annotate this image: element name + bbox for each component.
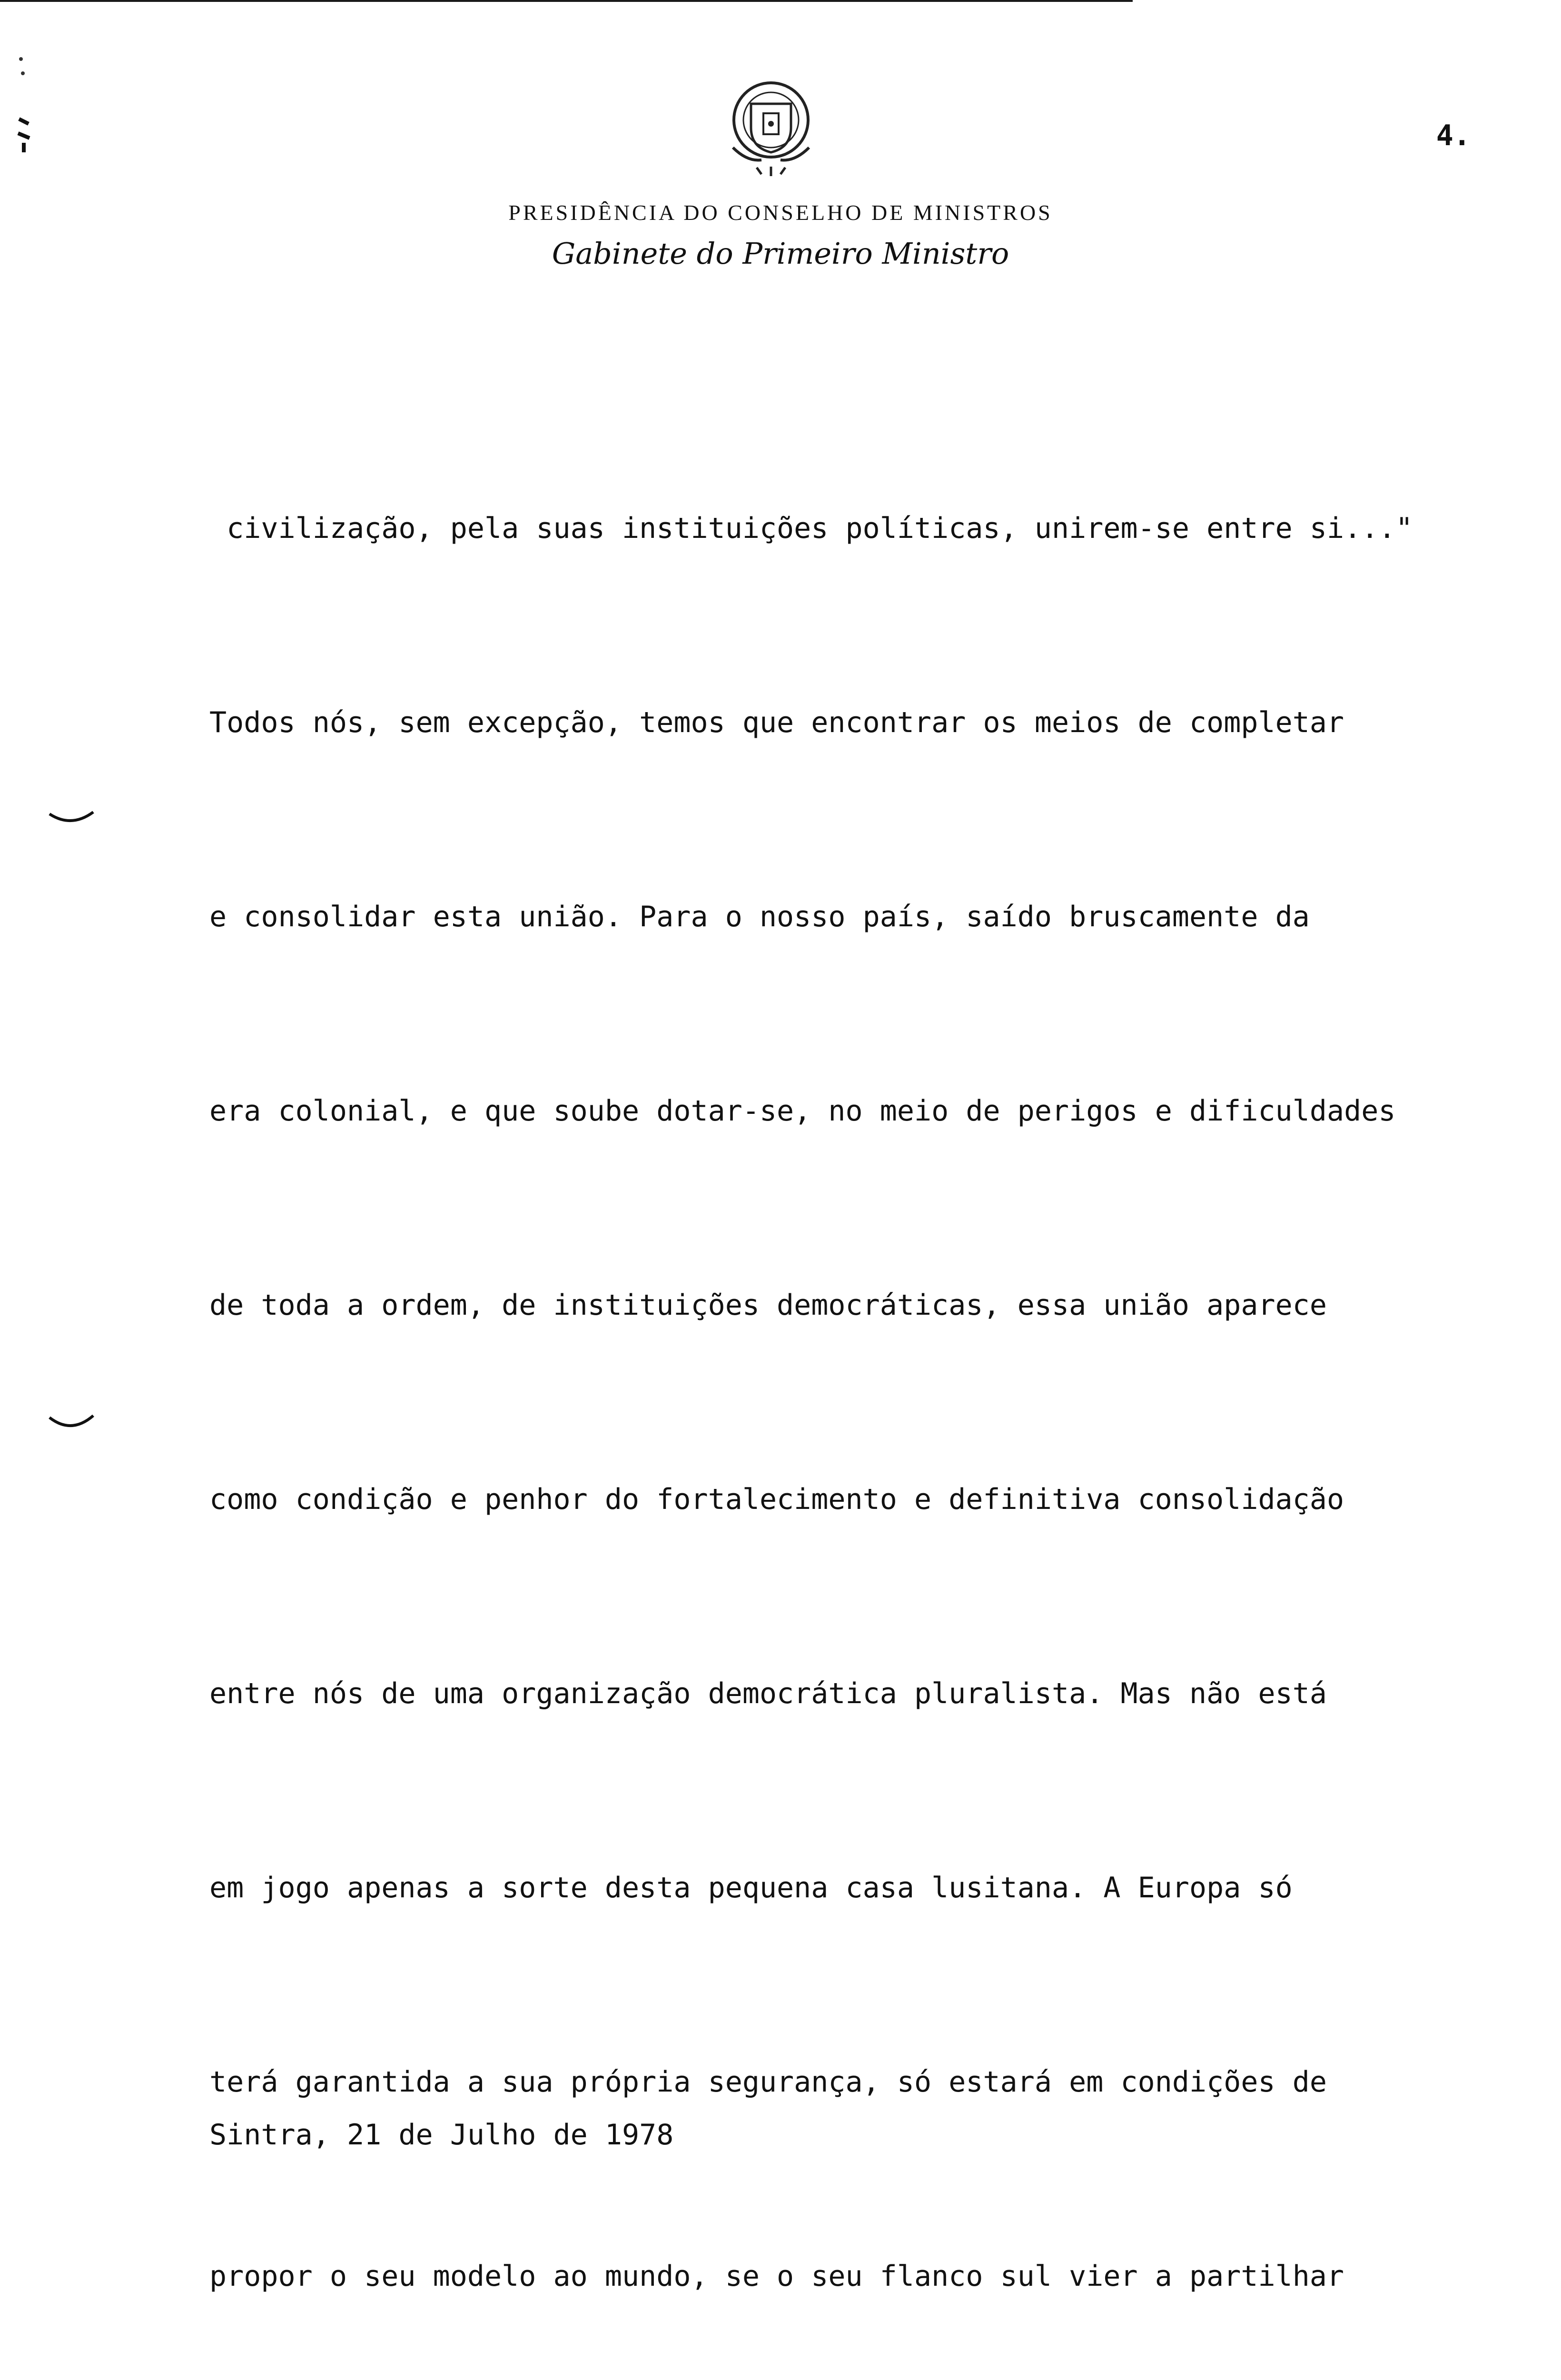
- body-line: de toda a ordem, de instituições democráticas, essa união aparece: [209, 1289, 1327, 1322]
- margin-pen-mark: [48, 809, 95, 828]
- letter-body: [209, 367, 1556, 2380]
- body-line: em jogo apenas a sorte desta pequena casa lusitana. A Europa só: [209, 1871, 1293, 1904]
- body-line: era colonial, e que soube dotar-se, no meio de perigos e dificuldades: [209, 1094, 1396, 1128]
- body-line: propor o seu modelo ao mundo, se o seu flanco sul vier a partilhar: [209, 2260, 1344, 2293]
- page-number: 4.: [1436, 119, 1471, 152]
- letterhead-office: Gabinete do Primeiro Ministro: [552, 236, 1009, 271]
- coat-of-arms-seal: [714, 67, 828, 181]
- body-line: Todos nós, sem excepção, temos que encontrar os meios de completar: [209, 706, 1344, 739]
- body-line: como condição e penhor do fortalecimento e definitiva consolidação: [209, 1483, 1344, 1516]
- place-and-date: Sintra, 21 de Julho de 1978: [209, 2118, 674, 2152]
- top-edge-line: [0, 0, 1133, 2]
- body-line: entre nós de uma organização democrática pluralista. Mas não está: [209, 1677, 1327, 1710]
- margin-speck: [19, 57, 23, 61]
- letterhead-organization: PRESIDÊNCIA DO CONSELHO DE MINISTROS: [508, 200, 1053, 225]
- margin-pen-mark: [48, 1414, 95, 1433]
- body-line: e consolidar esta união. Para o nosso país, saído bruscamente da: [209, 900, 1310, 933]
- margin-scribble: [10, 114, 38, 162]
- body-line: terá garantida a sua própria segurança, só estará em condições de: [209, 2065, 1327, 2099]
- margin-speck: [21, 71, 25, 75]
- body-line: civilização, pela suas instituições políticas, unirem-se entre si...": [209, 512, 1413, 545]
